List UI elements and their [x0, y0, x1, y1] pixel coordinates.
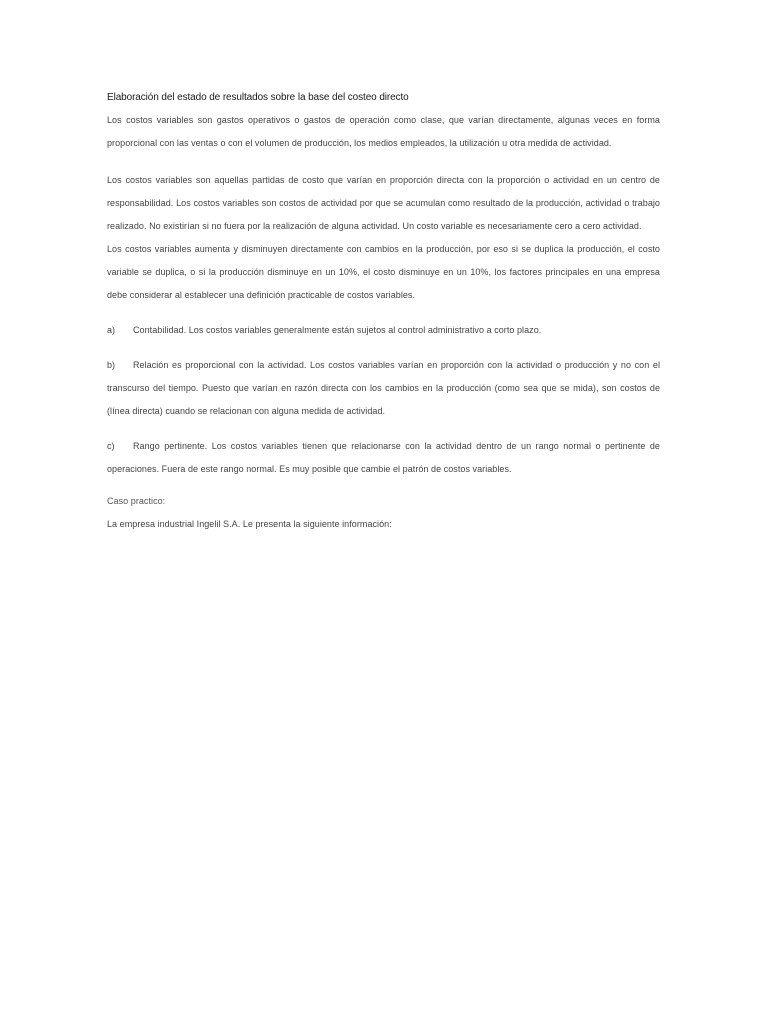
- paragraph-definition: Los costos variables son gastos operativos o gastos de operación como clase, que varían directamente, algunas veces en forma proporcional con las ventas o con el volumen de producción, los medios empleados, la utilización u otra medida de actividad.: [107, 115, 660, 148]
- document-title: Elaboración del estado de resultados sobre la base del costeo directo: [107, 92, 409, 103]
- case-intro: La empresa industrial Ingelil S.A. Le presenta la siguiente información:: [107, 519, 392, 529]
- list-item-text: Contabilidad. Los costos variables generalmente están sujetos al control administrativo a corto plazo.: [133, 325, 542, 335]
- list-item-label: a): [107, 325, 116, 335]
- list-item-label: c): [107, 441, 115, 451]
- document-page: [107, 91, 660, 536]
- list-item-c: [107, 435, 660, 481]
- case-heading: Caso practico:: [107, 496, 166, 506]
- list-item-text: Relación es proporcional con la actividad. Los costos variables varían en proporción con la actividad o producción y no con el transcurso del tiempo. Puesto que varían en razón directa con los cambios en la producción (como sea que se mida), son costos de (línea directa) cuando se relacionan con alguna medida de actividad.: [107, 360, 660, 416]
- paragraph-proportion: Los costos variables son aquellas partidas de costo que varían en proporción directa con la proporción o actividad en un centro de responsabilidad. Los costos variables son costos de actividad por que se acumulan como resultado de la producción, actividad o trabajo realizado. No existirían si no fuera por la realización de alguna actividad. Un costo variable es necesariamente cero a cero actividad.: [107, 175, 660, 231]
- list-item-a: [107, 319, 660, 342]
- paragraph-changes: Los costos variables aumenta y disminuyen directamente con cambios en la producción, por eso si se duplica la producción, el costo variable se duplica, o si la producción disminuye en un 10%, el costo disminuye en un 10%, los factores principales en una empresa debe considerar al establecer una definición practicable de costos variables.: [107, 244, 660, 300]
- list-item-label: b): [107, 360, 116, 370]
- list-item-b: [107, 354, 660, 423]
- list-item-text: Rango pertinente. Los costos variables tienen que relacionarse con la actividad dentro de un rango normal o pertinente de operaciones. Fuera de este rango normal. Es muy posible que cambie el patrón de costos variables.: [107, 441, 660, 474]
